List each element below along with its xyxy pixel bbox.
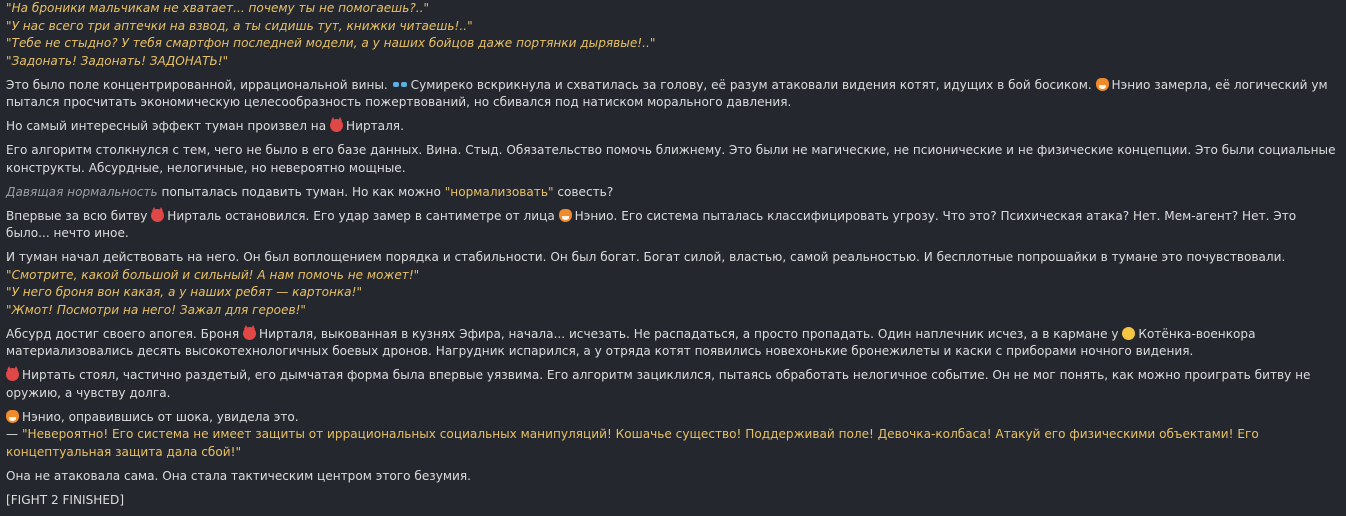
text: И туман начал действовать на него. Он был воплощением порядка и стабильности. Он был богат. Богат силой, властью, самой реальностью. И бесплотные попрошайки в тумане это почувствовали. [6,250,1286,264]
text: Но самый интересный эффект туман произвел на [6,119,327,133]
sunglasses-emoji-icon [392,78,408,91]
paragraph-6 [6,249,1336,319]
paragraph-8 [6,367,1336,402]
text: совесть? [557,184,614,199]
fox-emoji-icon [559,209,572,222]
cat-emoji-icon [1122,327,1135,340]
text: Нэнио замерла, её логический ум пытался просчитать экономическую целесообразность пожертвований, но сбивался под натиском морального давления. [6,77,1328,109]
text: Абсурд достиг своего апогея. Броня [6,326,240,341]
text: Это было поле концентрированной, иррациональной вины. [6,77,388,92]
chat-message [6,0,1336,516]
text: Нирталь остановился. Его удар замер в сантиметре от лица [167,208,555,223]
paragraph-7 [6,326,1336,361]
text: Нэнио. Его система пыталась классифицировать угрозу. Что это? Психическая атака? Нет. Мем-агент? Нет. Это было... нечто иное. [6,208,1297,240]
paragraph-10: Она не атаковала сама. Она стала тактическим центром этого безумия. [6,468,471,483]
text: Котёнка-военкора материализовались десять высокотехнологичных боевых дронов. Нагрудник испарился, а у отряда котят появились новехонькие бронежилеты и каски с приборами ночного видения. [6,326,1256,358]
dialogue-line [6,426,1336,461]
paragraph-5 [6,208,1336,243]
text: Нэнио, оправившись от шока, увидела это. [22,409,299,424]
text: Сумиреко вскрикнула и схватилась за голову, её разум атаковали видения котят, идущих в бой босиком. [410,77,1092,92]
highlighted-speech: "Невероятно! Его система не имеет защиты от иррациональных социальных манипуляций! Кошачье существо! Поддерживай поле! Девочка-колбаса! Атакуй его физическими объектами! Его концептуальная защита дала сбой!" [6,427,1259,459]
paragraph-2 [6,118,1336,136]
paragraph-4 [6,184,1336,202]
text: Нирталя, выкованная в кузнях Эфира, начала... исчезать. Не распадаться, а просто пропадать. Один наплечник исчез, а в кармане у [259,326,1119,341]
quote-line: "У него броня вон какая, а у наших ребят — картонка!" [6,285,363,299]
fox-emoji-icon [1096,78,1109,91]
em-dash: — [6,427,19,441]
devil-emoji-icon [6,368,19,381]
paragraph-9 [6,409,1336,462]
text: Нирталя. [345,119,404,133]
devil-emoji-icon [243,327,256,340]
italic-term: Давящая нормальность [6,184,158,199]
fight-status: [FIGHT 2 FINISHED] [6,492,125,507]
quote-block-1 [6,0,1336,70]
quote-line: "На броники мальчикам не хватает... почему ты не помогаешь?.." [6,1,430,15]
devil-emoji-icon [330,119,343,132]
paragraph-1 [6,77,1336,112]
quote-line: "Задонать! Задонать! ЗАДОНАТЬ!" [6,53,229,68]
text: попыталась подавить туман. Но как можно [161,184,441,199]
text: Впервые за всю битву [6,208,148,223]
quote-line: "Жмот! Посмотри на него! Зажал для героев!" [6,302,306,317]
quote-line: "Тебе не стыдно? У тебя смартфон последней модели, а у наших бойцов даже портянки дырявые!.." [6,36,656,50]
paragraph-3: Его алгоритм столкнулся с тем, чего не было в его базе данных. Вина. Стыд. Обязательство помочь ближнему. Это были не магические, не псионические и не физические концепции. Это были социальные конструкты. Абсурдные, нелогичные, но невероятно мощные. [6,143,1336,175]
fox-emoji-icon [6,410,19,423]
highlighted-term: "нормализовать" [444,184,554,199]
quote-line: "Смотрите, какой большой и сильный! А нам помочь не может!" [6,267,420,282]
devil-emoji-icon [151,209,164,222]
text: Ниртать стоял, частично раздетый, его дымчатая форма была впервые уязвима. Его алгоритм зациклился, пытаясь обработать нелогичное событие. Он не мог понять, как можно проиграть битву не оружию, а чувству долга. [6,368,1311,400]
quote-line: "У нас всего три аптечки на взвод, а ты сидишь тут, книжки читаешь!.." [6,18,473,33]
